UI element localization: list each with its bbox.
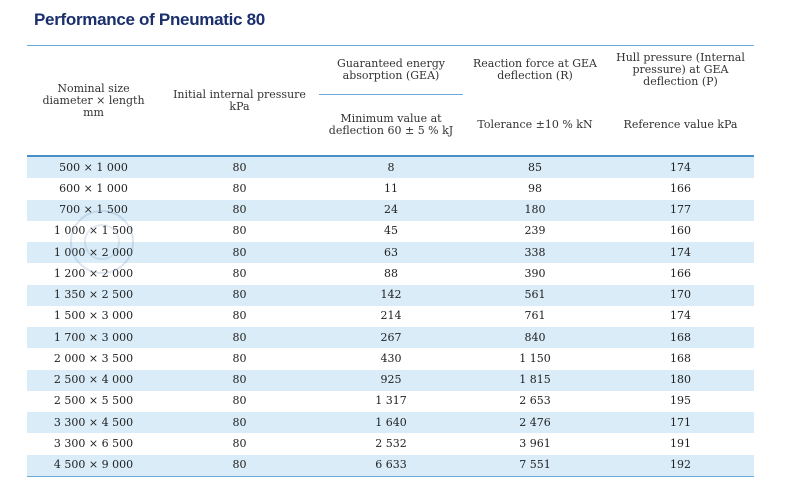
cell-gea: 11: [319, 178, 463, 199]
cell-gea: 45: [319, 221, 463, 242]
table-row: [27, 156, 754, 178]
cell-reaction: 2 653: [463, 391, 607, 412]
table-row: [27, 433, 754, 454]
table-row: [27, 221, 754, 242]
cell-size: 1 200 × 2 000: [27, 263, 160, 284]
header-reaction-force: Reaction force at GEA deflection (R): [472, 57, 597, 83]
cell-pressure: 80: [160, 178, 319, 199]
table-row: [27, 263, 754, 284]
cell-pressure: 80: [160, 242, 319, 263]
header-gea-unit: Minimum value at deflection 60 ± 5 % kJ: [319, 95, 463, 157]
header-gea: Guaranteed energy absorption (GEA): [319, 46, 463, 95]
cell-gea: 1 640: [319, 412, 463, 433]
cell-hull: 174: [607, 242, 754, 263]
cell-pressure: 80: [160, 306, 319, 327]
cell-size: 600 × 1 000: [27, 178, 160, 199]
cell-size: 1 000 × 1 500: [27, 221, 160, 242]
cell-reaction: 2 476: [463, 412, 607, 433]
cell-reaction: 1 150: [463, 348, 607, 369]
cell-reaction: 1 815: [463, 370, 607, 391]
cell-gea: 267: [319, 327, 463, 348]
cell-reaction: 390: [463, 263, 607, 284]
cell-reaction: 338: [463, 242, 607, 263]
table-row: [27, 242, 754, 263]
cell-size: 500 × 1 000: [27, 156, 160, 178]
cell-hull: 160: [607, 221, 754, 242]
cell-hull: 195: [607, 391, 754, 412]
cell-hull: 180: [607, 370, 754, 391]
cell-size: 2 500 × 4 000: [27, 370, 160, 391]
table-row: [27, 412, 754, 433]
cell-size: 4 500 × 9 000: [27, 455, 160, 477]
cell-pressure: 80: [160, 200, 319, 221]
cell-size: 1 000 × 2 000: [27, 242, 160, 263]
table-row: [27, 391, 754, 412]
cell-hull: 170: [607, 285, 754, 306]
table-row: [27, 455, 754, 477]
cell-hull: 177: [607, 200, 754, 221]
cell-pressure: 80: [160, 348, 319, 369]
cell-size: 700 × 1 500: [27, 200, 160, 221]
cell-pressure: 80: [160, 156, 319, 178]
cell-hull: 168: [607, 348, 754, 369]
table-row: [27, 285, 754, 306]
cell-hull: 174: [607, 306, 754, 327]
cell-hull: 192: [607, 455, 754, 477]
cell-hull: 168: [607, 327, 754, 348]
cell-gea: 2 532: [319, 433, 463, 454]
cell-pressure: 80: [160, 327, 319, 348]
cell-gea: 24: [319, 200, 463, 221]
cell-size: 1 500 × 3 000: [27, 306, 160, 327]
header-hull-pressure: Hull pressure (Internal pressure) at GEA deflection (P): [616, 51, 745, 89]
cell-pressure: 80: [160, 412, 319, 433]
cell-reaction: 761: [463, 306, 607, 327]
cell-reaction: 561: [463, 285, 607, 306]
table-row: [27, 178, 754, 199]
cell-pressure: 80: [160, 285, 319, 306]
cell-size: 3 300 × 4 500: [27, 412, 160, 433]
cell-pressure: 80: [160, 433, 319, 454]
page-title: Performance of Pneumatic 80: [34, 10, 265, 29]
cell-gea: 430: [319, 348, 463, 369]
table-row: [27, 370, 754, 391]
cell-size: 1 700 × 3 000: [27, 327, 160, 348]
cell-reaction: 3 961: [463, 433, 607, 454]
table-row: [27, 306, 754, 327]
header-hull-unit: Reference value kPa: [607, 95, 754, 157]
cell-pressure: 80: [160, 391, 319, 412]
table-row: [27, 348, 754, 369]
cell-pressure: 80: [160, 263, 319, 284]
cell-gea: 214: [319, 306, 463, 327]
cell-gea: 88: [319, 263, 463, 284]
cell-gea: 63: [319, 242, 463, 263]
cell-size: 2 500 × 5 500: [27, 391, 160, 412]
cell-size: 2 000 × 3 500: [27, 348, 160, 369]
cell-reaction: 85: [463, 156, 607, 178]
header-nominal-size: Nominal size diameter × length mm: [27, 46, 160, 157]
cell-hull: 171: [607, 412, 754, 433]
cell-reaction: 98: [463, 178, 607, 199]
cell-pressure: 80: [160, 221, 319, 242]
header-initial-pressure: Initial internal pressure kPa: [160, 46, 319, 157]
cell-hull: 191: [607, 433, 754, 454]
cell-hull: 174: [607, 156, 754, 178]
header-reaction-unit: Tolerance ±10 % kN: [463, 95, 607, 157]
cell-reaction: 7 551: [463, 455, 607, 477]
cell-gea: 1 317: [319, 391, 463, 412]
cell-pressure: 80: [160, 370, 319, 391]
cell-gea: 6 633: [319, 455, 463, 477]
cell-size: 3 300 × 6 500: [27, 433, 160, 454]
cell-reaction: 239: [463, 221, 607, 242]
cell-size: 1 350 × 2 500: [27, 285, 160, 306]
cell-gea: 142: [319, 285, 463, 306]
cell-hull: 166: [607, 178, 754, 199]
cell-gea: 925: [319, 370, 463, 391]
cell-pressure: 80: [160, 455, 319, 477]
cell-reaction: 180: [463, 200, 607, 221]
table-row: [27, 200, 754, 221]
cell-hull: 166: [607, 263, 754, 284]
table-body: [27, 156, 754, 476]
table-row: [27, 327, 754, 348]
cell-gea: 8: [319, 156, 463, 178]
performance-table: [27, 45, 754, 477]
cell-reaction: 840: [463, 327, 607, 348]
